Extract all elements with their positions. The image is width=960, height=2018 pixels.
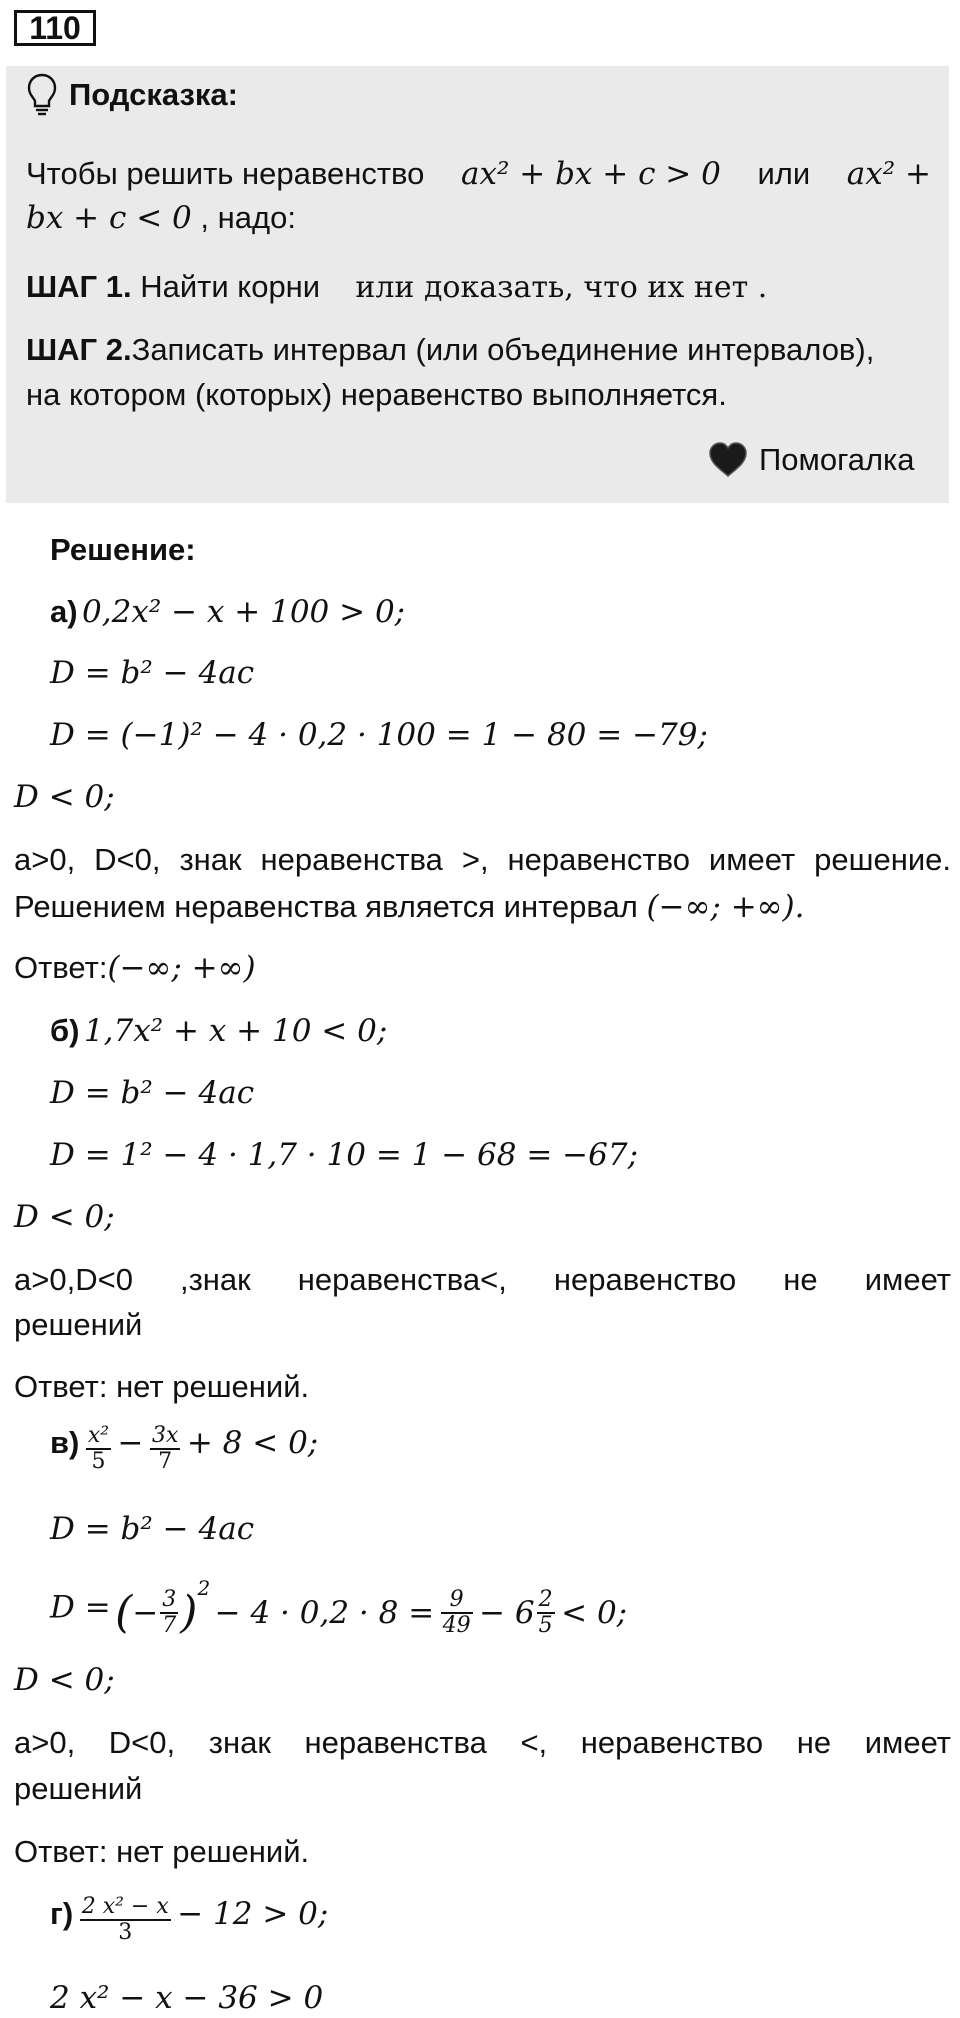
part-d-frac: $\frac{\text{2 x² − x}}{3}$	[81, 1893, 169, 1945]
step2-label: ШАГ 2.	[26, 332, 132, 367]
part-c-frac-1: $\frac{\text{x²}}{5}$	[87, 1422, 110, 1474]
part-a-label: а)	[50, 594, 78, 629]
heart-icon	[708, 441, 748, 484]
part-c-label: в)	[50, 1425, 80, 1460]
solution-title: Решение:	[50, 532, 196, 567]
part-b-d-sign: D < 0;	[14, 1199, 115, 1235]
part-b-explanation-1: a>0,D<0 ,знак неравенства<, неравенство не имеет	[14, 1262, 951, 1297]
part-c-answer: Ответ: нет решений.	[14, 1834, 310, 1869]
hint-box	[6, 66, 949, 503]
part-a-interval: (−∞; +∞).	[646, 889, 805, 925]
part-d-label: г)	[50, 1896, 74, 1931]
part-a-explanation-1: a>0, D<0, знак неравенства >, неравенство имеет решение.	[14, 842, 951, 877]
part-c-calc-frac: $\frac{9}{49}$	[442, 1587, 471, 1639]
hint-formula-2b: bx + c < 0	[26, 200, 192, 236]
part-d-tail: − 12 > 0;	[177, 1896, 329, 1932]
part-c-inequality: в) $\frac{\text{x²}}{5}$ − $\frac{3x}{7}$ + 8 < 0;	[50, 1422, 319, 1474]
part-a-d-sign: D < 0;	[14, 779, 115, 815]
part-b-inequality	[50, 1011, 387, 1051]
part-a-answer-value: (−∞; +∞)	[107, 950, 256, 986]
hint-intro-line2	[26, 198, 296, 238]
part-c-explanation-1: a>0, D<0, знак неравенства <, неравенство не имеет	[14, 1725, 951, 1760]
hint-formula-2a: ax² +	[846, 156, 931, 192]
part-a-formula: 0,2x² − x + 100 > 0;	[82, 594, 406, 630]
lightbulb-icon	[26, 72, 58, 121]
part-a-inequality	[50, 592, 405, 632]
hint-intro-line1	[26, 154, 931, 194]
helper-link[interactable]: Помогалка	[759, 442, 915, 477]
part-c-discriminant-formula: D = b² − 4ac	[50, 1511, 255, 1547]
part-b-formula: 1,7x² + x + 10 < 0;	[83, 1013, 388, 1049]
step1-math: или доказать, что их нет .	[355, 270, 768, 305]
part-b-explanation-2: решений	[14, 1307, 143, 1342]
part-a-explanation-2	[14, 887, 804, 927]
part-c-d-sign: D < 0;	[14, 1662, 115, 1698]
part-b-discriminant-formula: D = b² − 4ac	[50, 1075, 255, 1111]
part-d-line-2: 2 x² − x − 36 > 0	[50, 1980, 324, 2016]
hint-intro-end: , надо:	[200, 200, 296, 235]
part-b-answer: Ответ: нет решений.	[14, 1369, 310, 1404]
hint-intro-text: Чтобы решить неравенство	[26, 156, 425, 191]
part-a-explanation-2-text: Решением неравенства является интервал	[14, 889, 638, 924]
hint-step-2-line2: на котором (которых) неравенство выполняется.	[26, 377, 727, 412]
hint-formula-1: ax² + bx + c > 0	[461, 156, 721, 192]
part-b-label: б)	[50, 1013, 80, 1048]
part-b-discriminant-calc: D = 1² − 4 · 1,7 · 10 = 1 − 68 = −67;	[50, 1137, 639, 1173]
hint-or: или	[757, 156, 811, 191]
hint-step-2-line1	[26, 330, 874, 370]
part-a-discriminant-formula: D = b² − 4ac	[50, 655, 255, 691]
part-c-calc-mixed-frac: $\frac{2}{5}$	[538, 1587, 553, 1639]
step1-text: Найти корни	[140, 269, 321, 304]
step1-label: ШАГ 1.	[26, 269, 132, 304]
part-d-inequality	[50, 1894, 328, 1945]
hint-step-1	[26, 267, 767, 308]
step2-text-1: Записать интервал (или объединение интервалов),	[131, 332, 875, 367]
part-c-discriminant-calc: D = (− $\frac{3}{7}$ )$^2$ − 4 · 0,2 · 8 = $\frac{9}{49}$ − 6 $\frac{2}{5}$ < 0;	[50, 1576, 628, 1639]
part-c-frac-2: $\frac{3x}{7}$	[151, 1422, 179, 1474]
part-a-discriminant-calc: D = (−1)² − 4 · 0,2 · 100 = 1 − 80 = −79;	[50, 717, 708, 753]
part-a-answer	[14, 948, 256, 988]
part-c-explanation-2: решений	[14, 1771, 143, 1806]
part-a-answer-label: Ответ:	[14, 950, 108, 985]
hint-title: Подсказка:	[69, 77, 238, 112]
part-c-tail: + 8 < 0;	[186, 1425, 319, 1461]
task-number: 110	[14, 10, 96, 46]
part-c-calc-paren-frac: $\frac{3}{7}$	[162, 1587, 177, 1639]
